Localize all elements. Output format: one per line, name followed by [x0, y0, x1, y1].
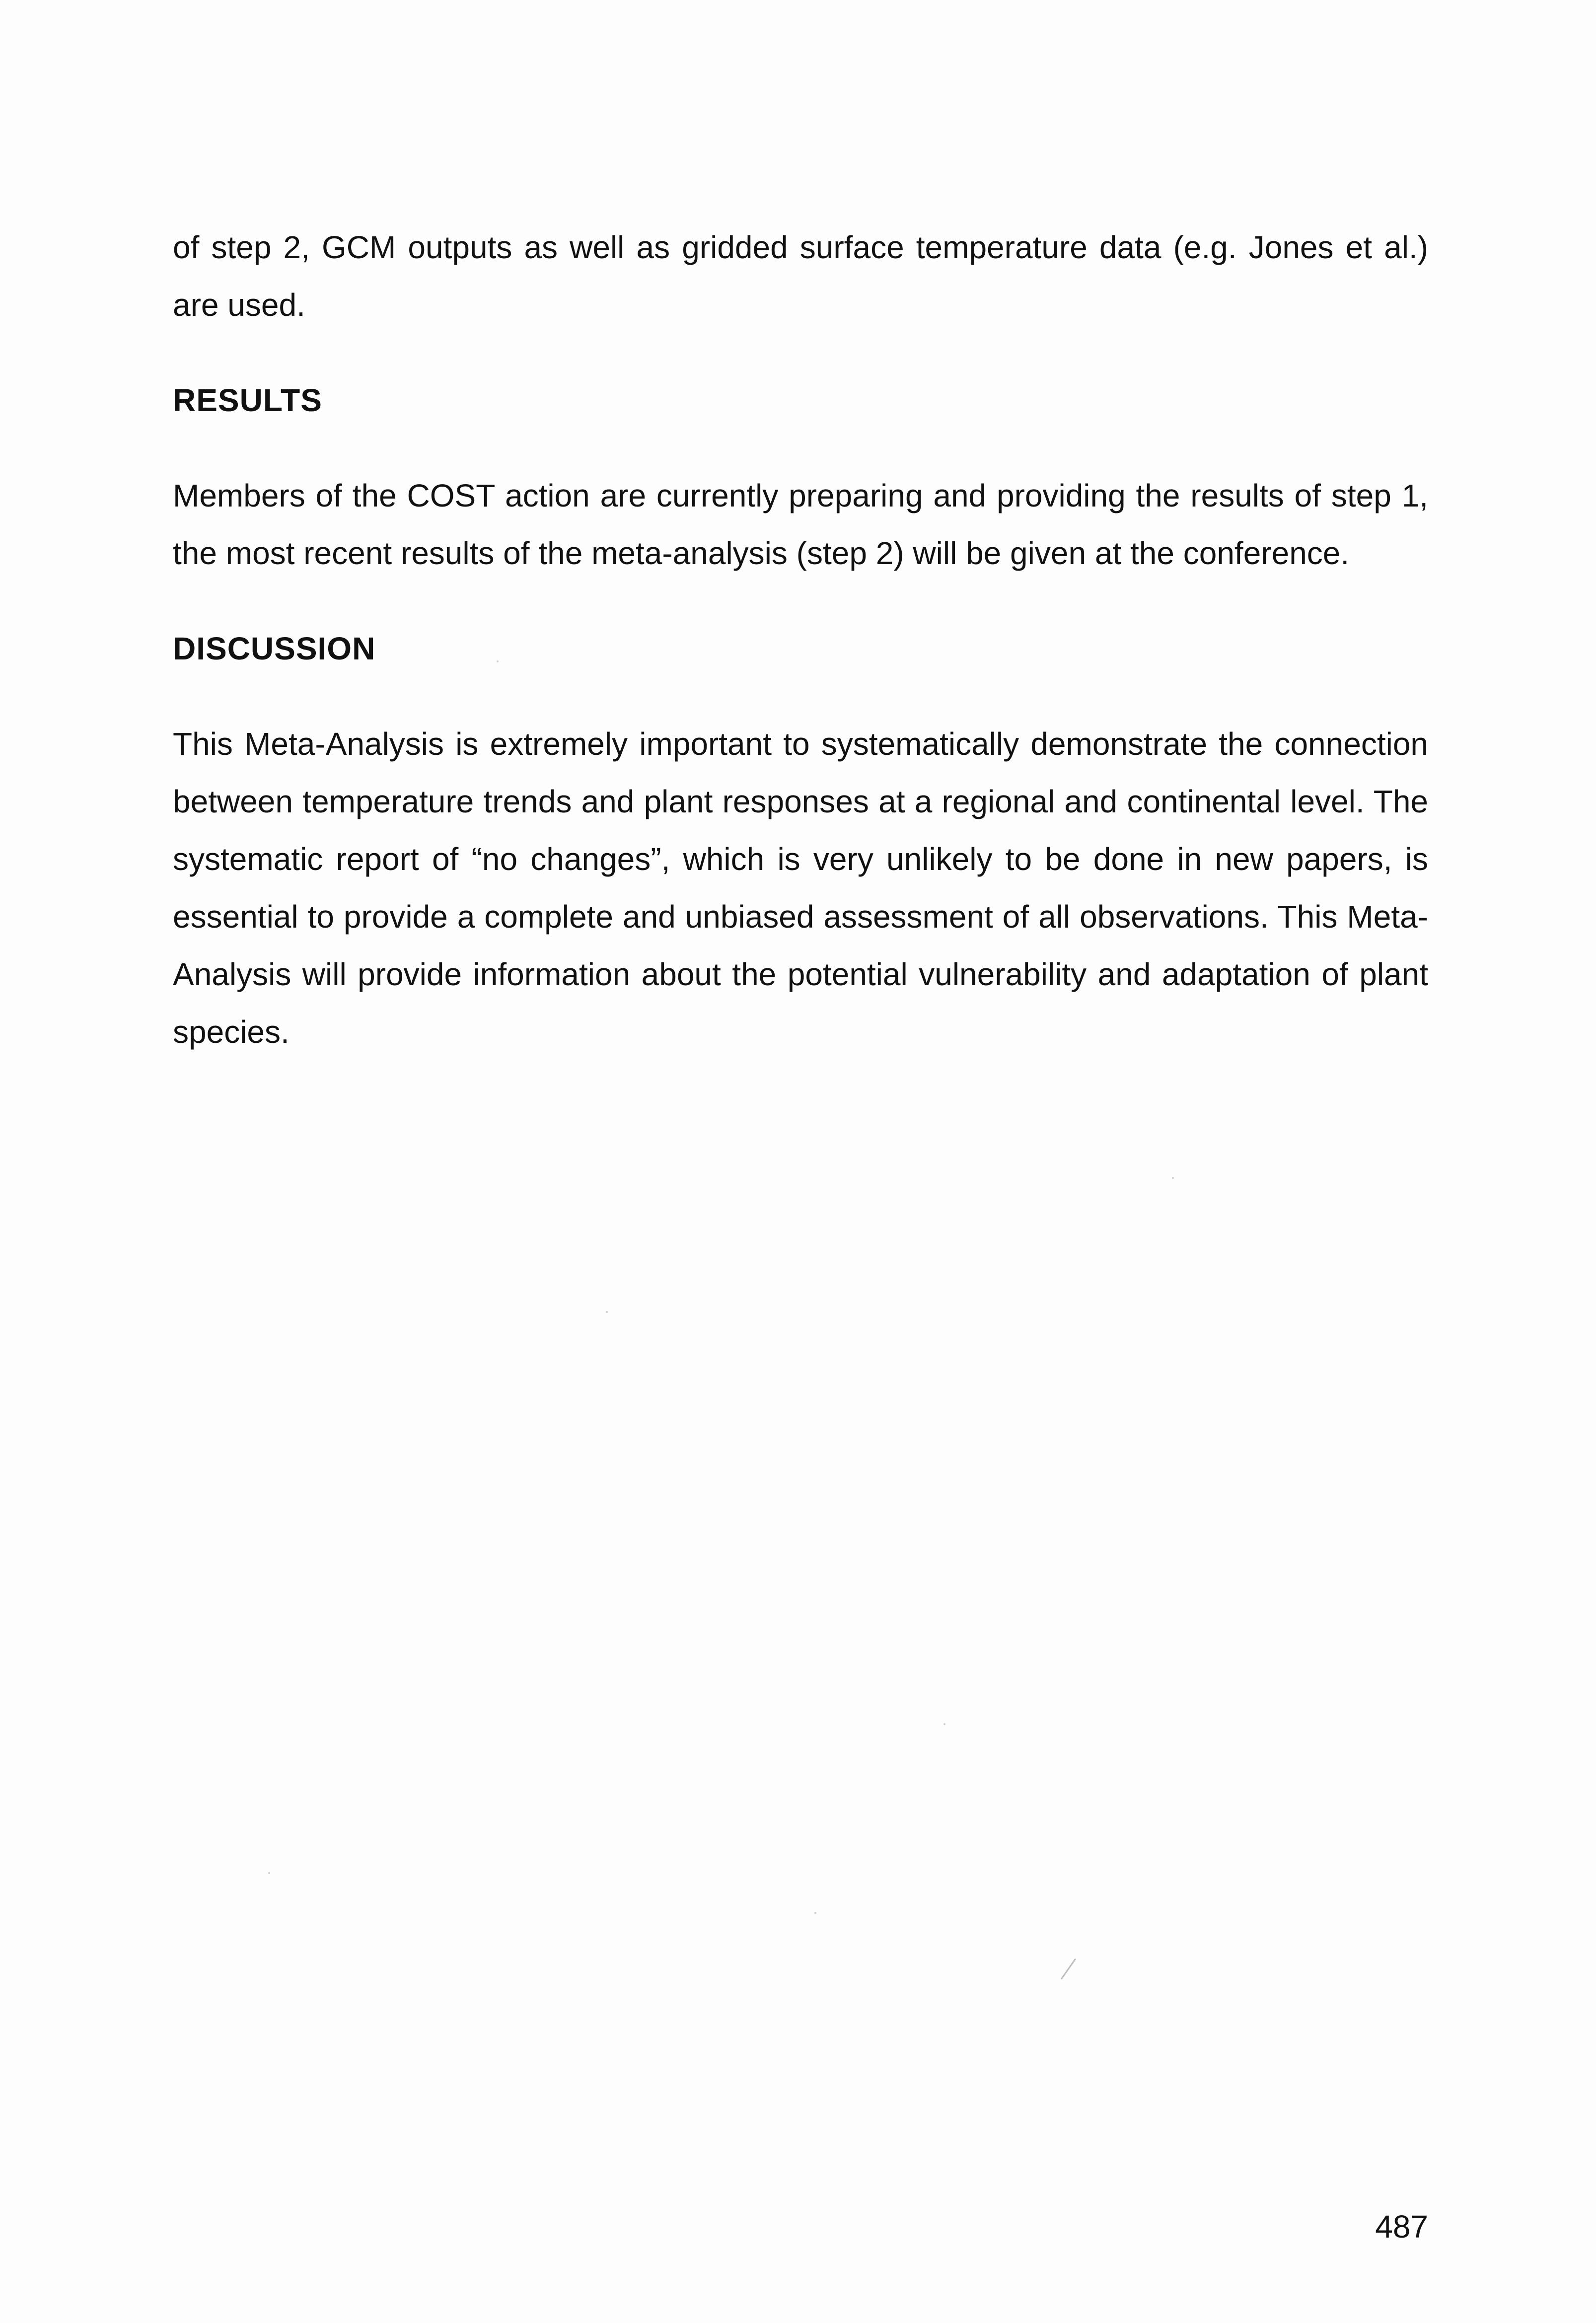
spacer: [173, 582, 1428, 620]
paragraph-intro: of step 2, GCM outputs as well as gridded surface temperature data (e.g. Jones et al.) are used.: [173, 229, 1428, 323]
page-body: [173, 218, 1428, 1061]
paragraph-discussion: This Meta-Analysis is extremely important to systematically demonstrate the connection between temperature trends and plant responses at a regional and continental level. The systematic report of “no changes”, which is very unlikely to be done in new papers, is essential to provide a complete and unbiased assessment of all observations. This Meta-Analysis will provide information about the potential vulnerability and adaptation of plant species.: [173, 726, 1428, 1050]
scan-speck: [497, 660, 499, 662]
heading-results: RESULTS: [173, 382, 322, 418]
heading-discussion: DISCUSSION: [173, 631, 376, 666]
spacer: [173, 429, 1428, 467]
spacer: [173, 334, 1428, 371]
scan-speck: [1172, 1177, 1174, 1179]
scan-speck: [606, 1311, 608, 1313]
scan-speck: [943, 1723, 945, 1725]
spacer: [173, 677, 1428, 715]
scan-mark: [1061, 1959, 1076, 1980]
scan-speck: [268, 1872, 270, 1874]
page-number: 487: [1375, 2209, 1428, 2245]
scan-speck: [814, 1912, 816, 1914]
paragraph-results: Members of the COST action are currently preparing and providing the results of step 1, the most recent results of the meta-analysis (step 2) will be given at the conference.: [173, 478, 1428, 571]
